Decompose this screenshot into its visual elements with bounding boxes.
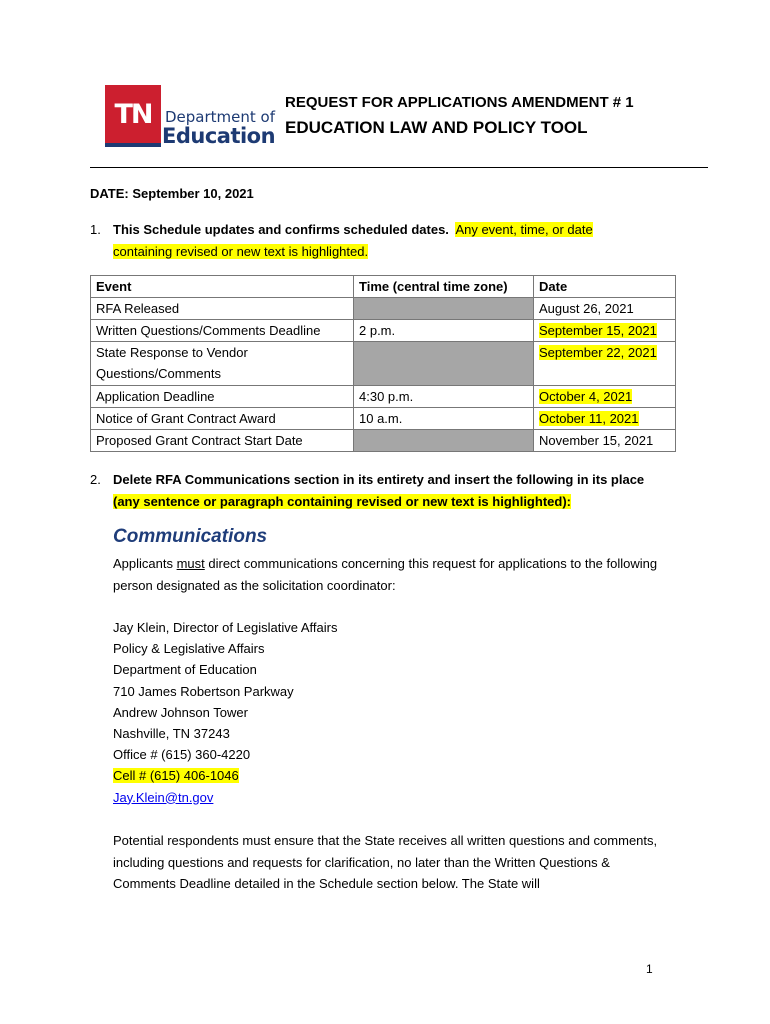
page-number: 1 <box>646 962 653 976</box>
contact-department: Department of Education <box>113 662 257 678</box>
communications-heading: Communications <box>113 526 268 547</box>
table-row <box>91 320 676 342</box>
date-cell: August 26, 2021 <box>534 298 676 320</box>
header-divider <box>90 167 708 168</box>
item-1-highlight: Any event, time, or date containing revised or new text is highlighted. <box>113 222 593 259</box>
event-cell: State Response to Vendor Questions/Comments <box>91 342 354 386</box>
date-cell <box>534 408 676 430</box>
date-highlight: September 15, 2021 <box>539 323 657 338</box>
time-cell: 4:30 p.m. <box>354 386 534 408</box>
date-cell <box>534 342 676 386</box>
table-row <box>91 408 676 430</box>
contact-cell-phone: Cell # (615) 406-1046 <box>113 768 239 784</box>
date-highlight: October 4, 2021 <box>539 389 633 404</box>
date-cell <box>534 320 676 342</box>
closing-paragraph: Potential respondents must ensure that the State receives all written questions and comments, including questions and requests for clarification, no later than the Written Questions & Comments Deadline detailed in the Schedule section below. The State will <box>113 833 658 891</box>
table-row <box>91 386 676 408</box>
date-line: DATE: September 10, 2021 <box>90 186 254 201</box>
table-row <box>91 298 676 320</box>
contact-office-phone: Office # (615) 360-4220 <box>113 747 251 763</box>
time-cell <box>354 430 534 452</box>
table-header-row <box>91 276 676 298</box>
event-cell: Written Questions/Comments Deadline <box>91 320 354 342</box>
header-event: Event <box>91 276 354 298</box>
contact-email-row <box>113 787 337 808</box>
item-2-number: 2. <box>90 472 101 487</box>
document-subtitle: EDUCATION LAW AND POLICY TOOL <box>285 118 588 137</box>
document-title: REQUEST FOR APPLICATIONS AMENDMENT # 1 <box>285 94 634 111</box>
communications-intro <box>113 553 673 596</box>
header-time: Time (central time zone) <box>354 276 534 298</box>
logo-department-text: Department of <box>165 108 275 126</box>
item-1-number: 1. <box>90 222 101 237</box>
contact-block <box>113 617 337 808</box>
item-2-text <box>113 469 703 512</box>
date-highlight: September 22, 2021 <box>539 345 657 360</box>
event-cell: Proposed Grant Contract Start Date <box>91 430 354 452</box>
contact-name: Jay Klein, Director of Legislative Affairs <box>113 620 338 635</box>
time-cell: 2 p.m. <box>354 320 534 342</box>
time-cell <box>354 342 534 386</box>
contact-division: Policy & Legislative Affairs <box>113 641 265 657</box>
item-1-text <box>113 219 653 262</box>
table-row <box>91 342 676 386</box>
contact-city: Nashville, TN 37243 <box>113 725 230 741</box>
date-cell <box>534 386 676 408</box>
intro-text: Applicants <box>113 556 177 571</box>
event-cell: Notice of Grant Contract Award <box>91 408 354 430</box>
contact-street: 710 James Robertson Parkway <box>113 683 294 699</box>
intro-underlined: must <box>176 556 205 571</box>
event-cell: Application Deadline <box>91 386 354 408</box>
tn-logo-abbr: TN <box>114 98 152 130</box>
intro-text-rest: direct communications concerning this request for applications to the following person designated as the solicitation coordinator: <box>113 556 658 593</box>
contact-email-link[interactable]: Jay.Klein@tn.gov <box>113 789 214 805</box>
date-highlight: October 11, 2021 <box>539 411 639 426</box>
table-row <box>91 430 676 452</box>
item-2-bold: Delete RFA Communications section in its entirety and insert the following in its place <box>113 472 645 487</box>
item-2-highlight: (any sentence or paragraph containing revised or new text is highlighted): <box>113 493 571 509</box>
header-date: Date <box>534 276 676 298</box>
logo-education-text: Education <box>162 124 276 148</box>
tn-logo-mark <box>105 85 161 143</box>
time-cell <box>354 298 534 320</box>
contact-cell-phone-row <box>113 765 337 786</box>
date-cell: November 15, 2021 <box>534 430 676 452</box>
item-1-bold: This Schedule updates and confirms scheduled dates. <box>113 222 449 237</box>
time-cell: 10 a.m. <box>354 408 534 430</box>
event-cell: RFA Released <box>91 298 354 320</box>
logo-underline <box>105 143 161 147</box>
contact-building: Andrew Johnson Tower <box>113 704 248 720</box>
schedule-table <box>90 275 676 452</box>
